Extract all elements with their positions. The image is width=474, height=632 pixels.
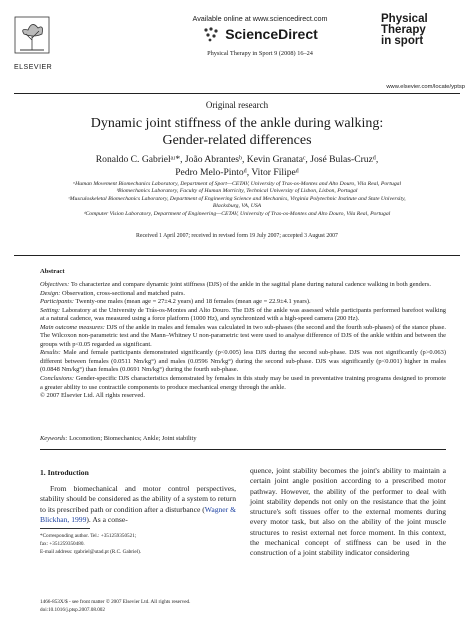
abstract-setting: Setting: Laboratory at the University de Trás-os-Montes and Alto Douro. The DJS of the ankle was assessed while participants performed barefoot walking at a natural cadence, was measured using a force platform (1000 Hz), and synchronized with a high-speed camera (200 Hz). — [40, 306, 447, 323]
elsevier-logo-block — [14, 16, 54, 71]
sciencedirect-brand — [150, 26, 370, 42]
abstract-measures: Main outcome measures: DJS of the ankle in males and females was calculated in two sub-phases (the second and the fourth sub-phases) of the stance phase. The Wilcoxon non-parametric test and the Mann–Whitney U non-parametric test were used to analyse difference of DJS of the ankle within and between the groups with p<0.05 regarded as significant. — [40, 323, 447, 348]
affiliation: Blacksburg, VA, USA — [212, 203, 262, 210]
abstract-participants: Participants: Twenty-one males (mean age = 27±4.2 years) and 18 females (mean age = 22.9±4.1 years). — [40, 298, 311, 306]
article-title: Dynamic joint stiffness of the ankle during walking: Gender-related differences — [90, 116, 384, 148]
abstract-heading: Abstract — [40, 268, 65, 275]
fax-number: fax: +351259350480. — [40, 541, 85, 548]
abstract-copyright: © 2007 Elsevier Ltd. All rights reserved. — [40, 392, 146, 400]
journal-citation: Physical Therapy in Sport 9 (2008) 16–24 — [207, 50, 313, 57]
right-column-paragraph: quence, joint stability becomes the joint's ability to maintain a certain joint angle position according to a prescribed motor pathway. However, the ability of the performer to deal with joint stability depends not only on the resistance that the joint structure's soft tissues offer to the external moments during every motor task, but also on the ability of the joint muscle structures to resist external net force moment. In this context, the mechanical concept of stiffness can be used in the construction of a joint stability indicator considering — [250, 466, 446, 558]
footnote-divider — [40, 528, 90, 529]
sciencedirect-name: ScienceDirect — [225, 26, 318, 42]
journal-logo-block — [381, 13, 465, 90]
abstract-results: Results: Male and female participants demonstrated significantly (p<0.005) less DJS during the second sub-phase. DJS was not significantly (p>0.063) different between females (0.0511 Nm/kg°) and males (0.0596 Nm/kg°) during the second sub-phase. DJS was significantly (p<0.001) higher in males (0.0848 Nm/kg°) than females (0.0691 Nm/kg°) during the fourth sub-phase. — [40, 349, 446, 374]
journal-logo: Physical Therapy in sport — [381, 13, 428, 47]
header-divider — [14, 93, 460, 94]
available-online-text: Available online at www.sciencedirect.com — [192, 14, 328, 23]
abstract-top-divider — [14, 255, 460, 256]
elsevier-tree-icon — [14, 16, 50, 54]
abstract-design: Design: Observation, cross-sectional and matched pairs. — [40, 289, 185, 297]
affiliations — [30, 181, 444, 218]
journal-header — [150, 14, 370, 57]
abstract-bottom-divider — [40, 449, 446, 450]
journal-url[interactable]: www.elsevier.com/locate/yptsp — [386, 84, 465, 90]
section-heading-introduction: 1. Introduction — [40, 468, 89, 477]
copyright-footer — [40, 598, 240, 614]
affiliation: ᵃHuman Movement Biomechanics Laboratory, Department of Sport—CETAV, University of Tras-os-Montes and Alto Douro, Vila Real, Portugal — [72, 181, 402, 187]
citation-link[interactable]: Wagner & Blickhan, 1999 — [40, 504, 237, 524]
abstract-conclusions: Conclusions: Gender-specific DJS characteristics demonstrated by females in this study may be used in preventative training programs designed to promote a greater ability to use contractile components to produce mechanical energy through the ankle. — [40, 375, 446, 391]
article-section: Original research — [205, 100, 269, 110]
footnotes — [40, 532, 236, 557]
intro-paragraph: From biomechanical and motor control perspectives, stability should be considered as the ability of a system to return to its prescribed path or condition after a disturbance (Wagner & Blickhan, 1999). As a conse- — [40, 484, 237, 524]
keywords: Keywords: Locomotion; Biomechanics; Ankle; Joint stability — [40, 435, 197, 442]
issn-line: 1466-853X/$ - see front matter © 2007 Elsevier Ltd. All rights reserved. — [40, 599, 191, 605]
doi-link[interactable]: doi:10.1016/j.ptsp.2007.08.002 — [40, 607, 105, 614]
abstract-body — [40, 281, 446, 401]
publisher-name: ELSEVIER — [14, 64, 53, 71]
affiliation: ᵈComputer Vision Laboratory, Department of Engineering—CETAV, University of Tras-os-Montes and Alto Douro, Vila Real, Portugal — [83, 210, 391, 217]
email-address[interactable]: E-mail address: rgabriel@utad.pt (R.C. Gabriel). — [40, 549, 142, 556]
sciencedirect-icon — [202, 26, 220, 42]
corresponding-author: *Corresponding author. Tel.: +351259350521; — [40, 533, 137, 539]
received-dates: Received 1 April 2007; received in revised form 19 July 2007; accepted 3 August 2007 — [136, 233, 338, 239]
author-list: Ronaldo C. Gabrielᵃʴ*, João Abrantesᵇ, Kevin Granataᶜ, José Bulas-Cruzᵈ, Pedro Melo-Pintoᵈ, Vitor Filipeᵈ — [95, 154, 379, 178]
affiliation: ᶜMusculoskeletal Biomechanics Laboratory, Department of Engineering Science and Mechanics, Virginia Polytechnic Institute and State University, — [68, 195, 406, 202]
affiliation: ᵇBiomechanics Laboratory, Faculty of Human Motricity, Technical University of Lisbon, Lisbon, Portugal — [116, 188, 358, 195]
abstract-objectives: Objectives: To characterize and compare dynamic joint stiffness (DJS) of the ankle in the sagittal plane during natural cadence walking in both genders. — [40, 281, 431, 288]
